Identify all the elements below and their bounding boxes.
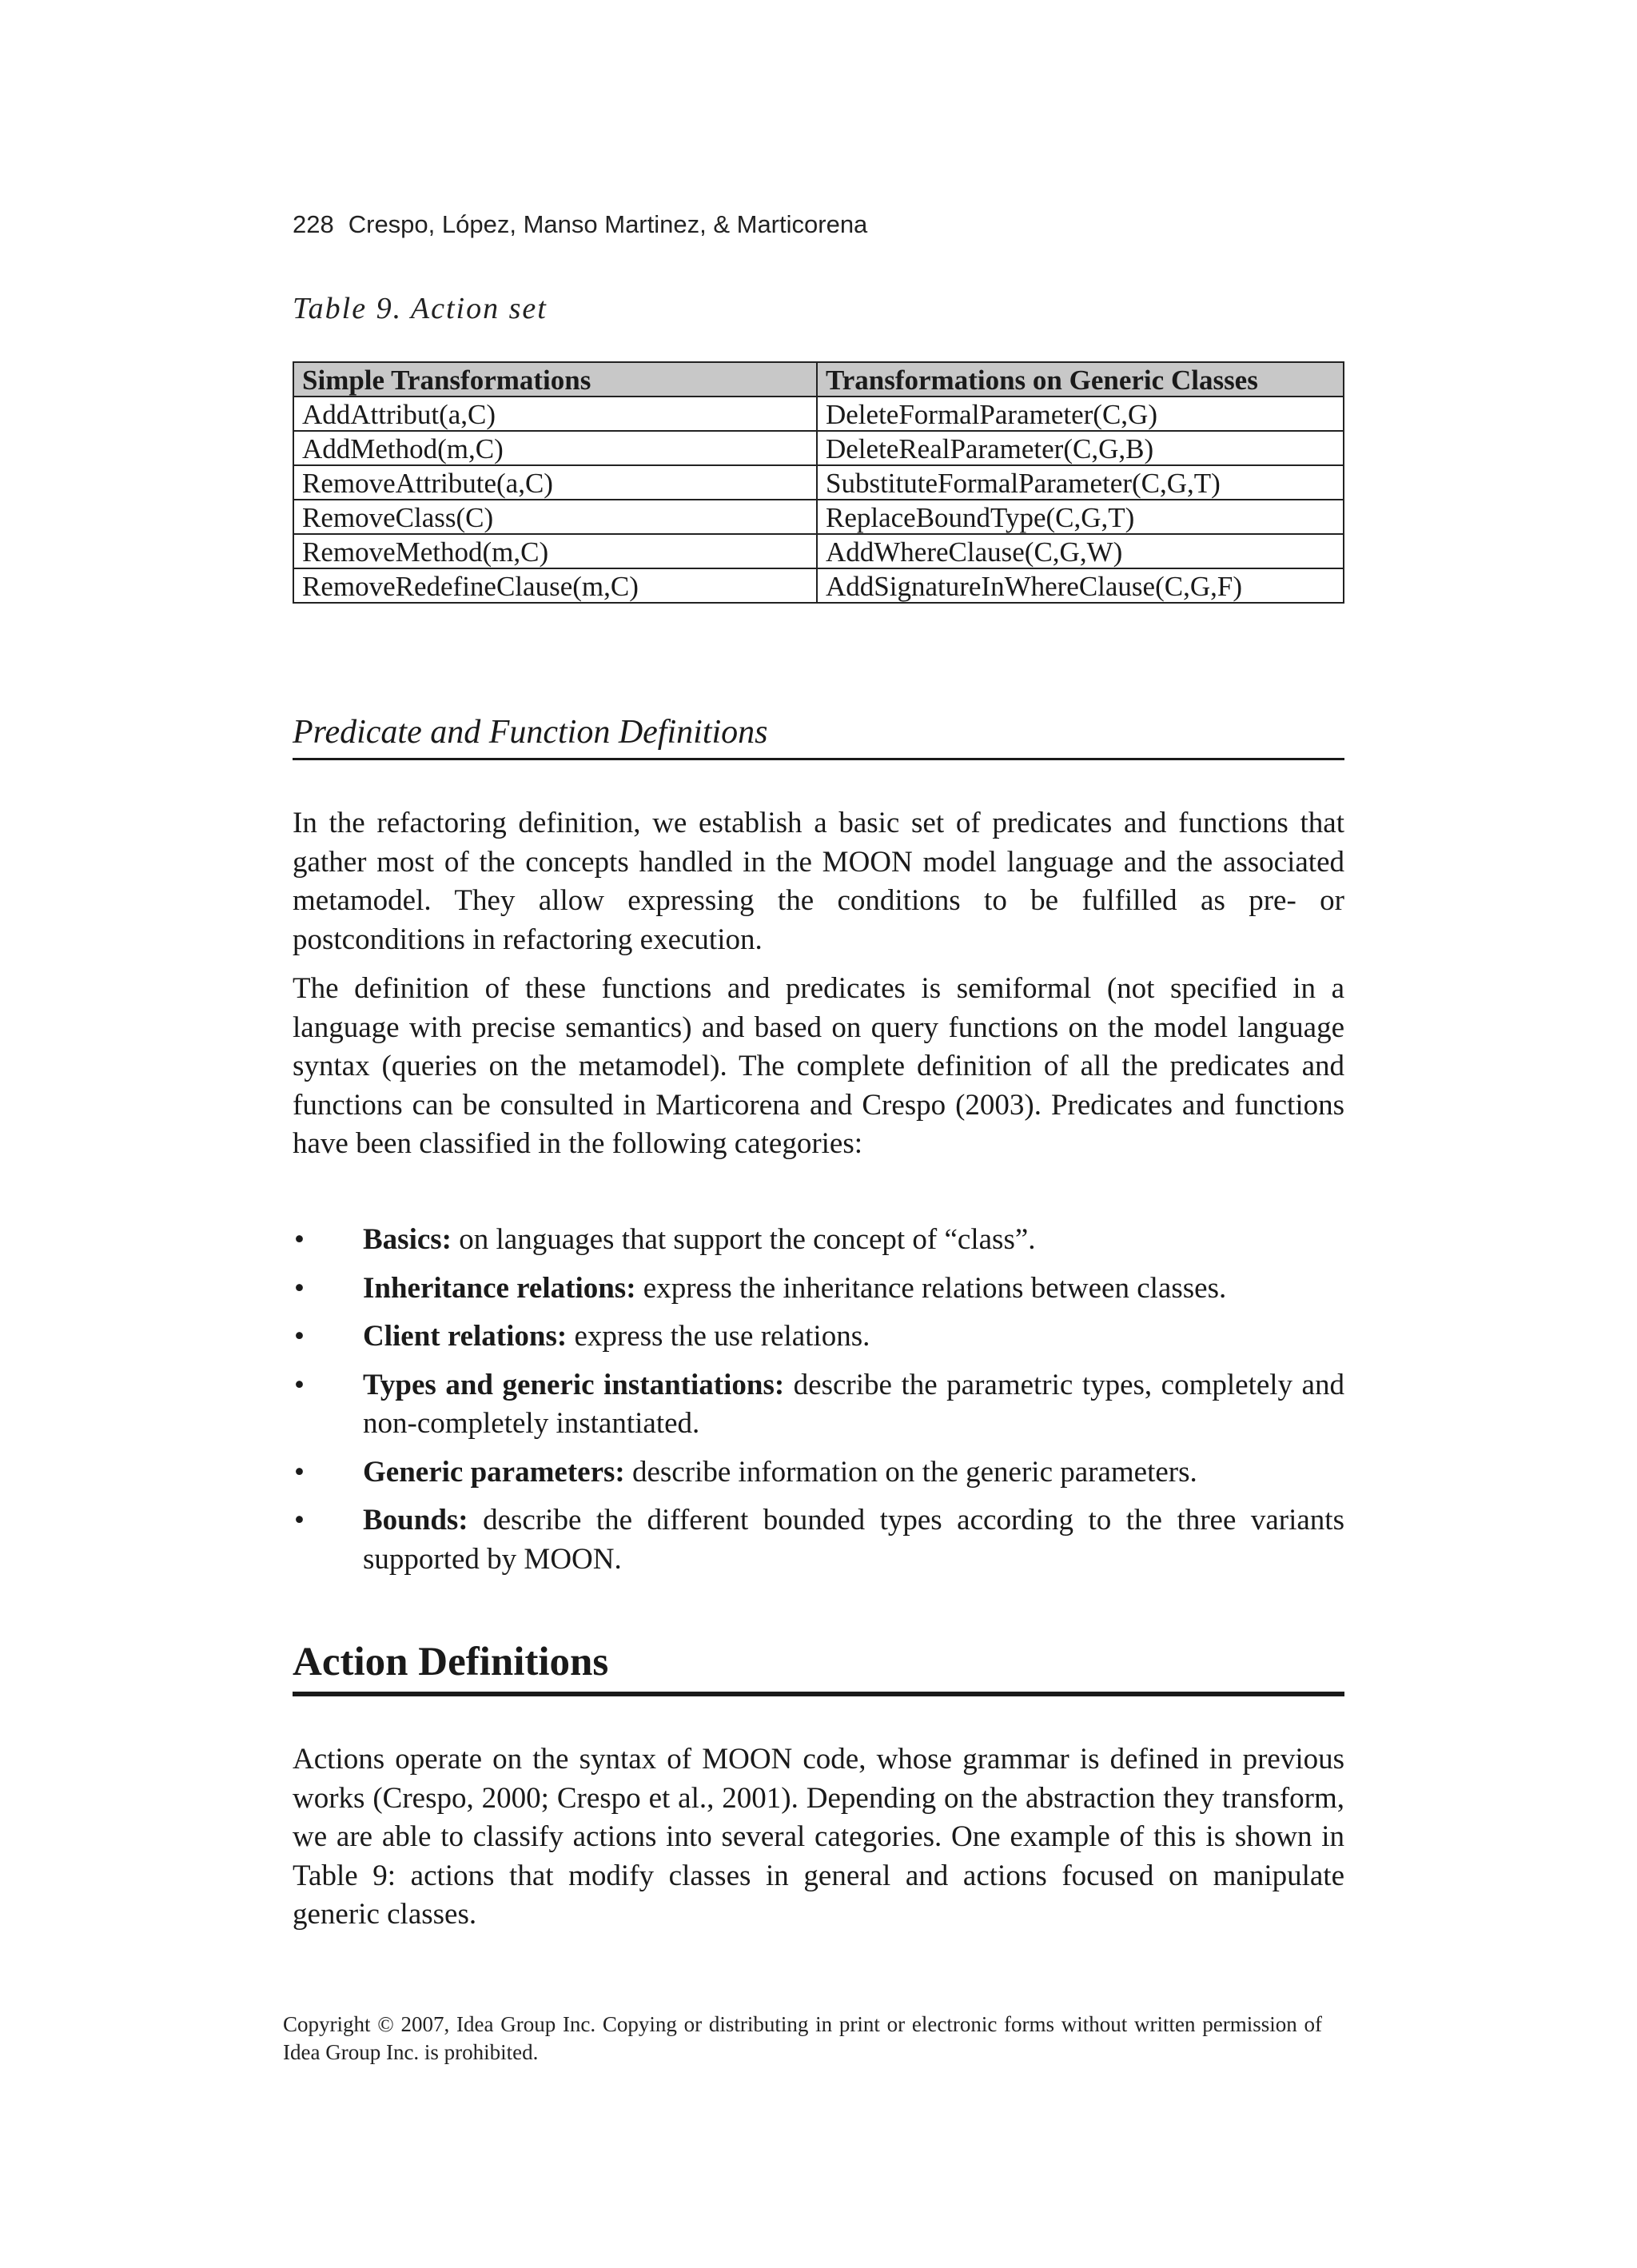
list-item xyxy=(293,1366,1344,1444)
list-item xyxy=(293,1453,1344,1493)
bullet-glyph: • xyxy=(294,1223,305,1256)
table-cell: AddMethod(m,C) xyxy=(293,431,817,465)
list-item-text: express the use relations. xyxy=(567,1320,870,1353)
bullet-glyph: • xyxy=(294,1504,305,1537)
table-cell: RemoveAttribute(a,C) xyxy=(293,465,817,500)
list-item-text: describe the parametric types, completely and non-completely instantiated. xyxy=(363,1368,1344,1440)
list-item-text: describe the different bounded types according to the three variants supported by MOON. xyxy=(363,1504,1344,1576)
list-item xyxy=(293,1317,1344,1357)
list-item xyxy=(293,1270,1344,1309)
body-paragraph: The definition of these functions and predicates is semiformal (not specified in a language with precise semantics) and based on query functions on the model language syntax (queries on the metamodel). The complete definition of all the predicates and functions can be consulted in Marticorena and Crespo (2003). Predicates and functions have been classified in the following categories: xyxy=(293,972,1344,1160)
list-item-term: Bounds: xyxy=(363,1504,468,1537)
table-row xyxy=(293,534,1344,568)
list-item-text: express the inheritance relations between classes. xyxy=(635,1271,1227,1305)
table-header-cell: Simple Transformations xyxy=(293,362,817,397)
table-cell: AddAttribut(a,C) xyxy=(293,397,817,431)
table-cell: AddWhereClause(C,G,W) xyxy=(817,534,1344,568)
action-set-table xyxy=(293,361,1344,604)
bullet-glyph: • xyxy=(294,1368,305,1401)
list-item-text: describe information on the generic parameters. xyxy=(624,1455,1197,1489)
table-cell: ReplaceBoundType(C,G,T) xyxy=(817,500,1344,534)
running-head-authors: Crespo, López, Manso Martinez, & Marticorena xyxy=(348,210,868,238)
table-row xyxy=(293,431,1344,465)
table-caption: Table 9. Action set xyxy=(293,292,548,325)
table-cell: RemoveRedefineClause(m,C) xyxy=(293,568,817,603)
list-item-term: Basics: xyxy=(363,1223,452,1256)
list-item-text: on languages that support the concept of “class”. xyxy=(452,1223,1036,1256)
table-cell: RemoveMethod(m,C) xyxy=(293,534,817,568)
list-item-term: Types and generic instantiations: xyxy=(363,1368,785,1401)
table-cell: RemoveClass(C) xyxy=(293,500,817,534)
bullet-glyph: • xyxy=(294,1320,305,1353)
table-row xyxy=(293,500,1344,534)
list-item-term: Client relations: xyxy=(363,1320,568,1353)
table-cell: DeleteRealParameter(C,G,B) xyxy=(817,431,1344,465)
table-cell: DeleteFormalParameter(C,G) xyxy=(817,397,1344,431)
table-cell: AddSignatureInWhereClause(C,G,F) xyxy=(817,568,1344,603)
running-head xyxy=(293,210,867,239)
page-number: 228 xyxy=(293,210,334,238)
category-list xyxy=(293,1221,1344,1588)
table-cell: SubstituteFormalParameter(C,G,T) xyxy=(817,465,1344,500)
subsection-heading: Predicate and Function Definitions xyxy=(293,713,1344,760)
list-item-term: Generic parameters: xyxy=(363,1455,625,1489)
list-item-term: Inheritance relations: xyxy=(363,1271,636,1305)
table-row xyxy=(293,397,1344,431)
list-item xyxy=(293,1501,1344,1579)
copyright-notice: Copyright © 2007, Idea Group Inc. Copying or distributing in print or electronic forms without written permission of Idea Group Inc. is prohibited. xyxy=(283,2012,1322,2064)
body-paragraph: Actions operate on the syntax of MOON code, whose grammar is defined in previous works (Crespo, 2000; Crespo et al., 2001). Depending on the abstraction they transform, we are able to classify actions into several categories. One example of this is shown in Table 9: actions that modify classes in general and actions focused on manipulate generic classes. xyxy=(293,1743,1344,1931)
bullet-glyph: • xyxy=(294,1455,305,1489)
section-heading: Action Definitions xyxy=(293,1639,1344,1696)
table-header-cell: Transformations on Generic Classes xyxy=(817,362,1344,397)
table-row xyxy=(293,568,1344,603)
body-paragraph: In the refactoring definition, we establish a basic set of predicates and functions that gather most of the concepts handled in the MOON model language and the associated metamodel. They allow expressing the conditions to be fulfilled as pre- or postconditions in refactoring execution. xyxy=(293,807,1344,956)
list-item xyxy=(293,1221,1344,1260)
bullet-glyph: • xyxy=(294,1271,305,1305)
table-header-row xyxy=(293,362,1344,397)
table-row xyxy=(293,465,1344,500)
